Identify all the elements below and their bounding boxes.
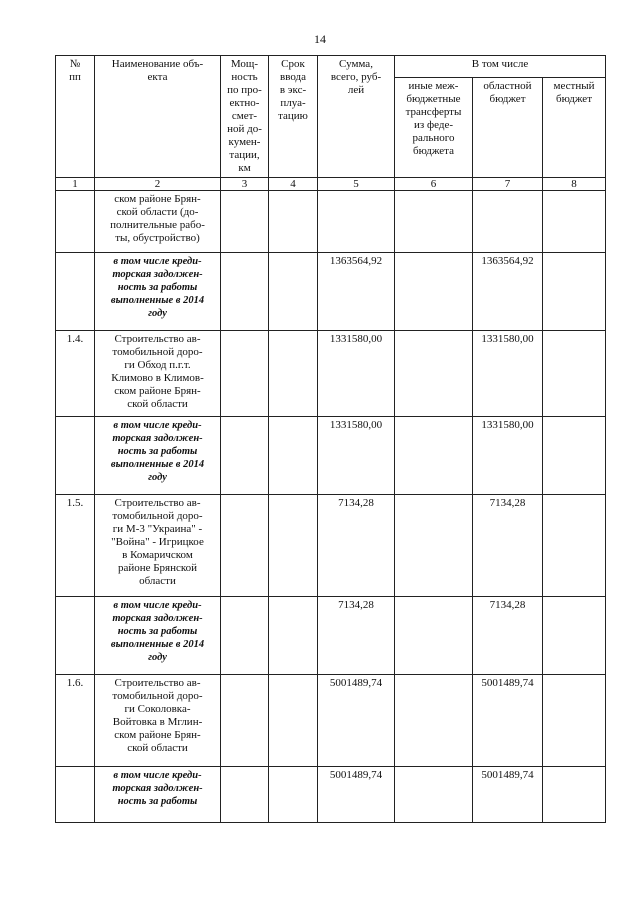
cell-object-name: в том числе креди- торская задолжен- ность за работы выполненные в 2014 году xyxy=(95,597,221,675)
header-no: № пп xyxy=(56,56,95,178)
cell-local xyxy=(543,767,606,823)
cell-federal xyxy=(395,675,473,767)
cell-sum: 1363564,92 xyxy=(318,253,395,331)
cell-sum: 7134,28 xyxy=(318,495,395,597)
table-row xyxy=(56,597,606,675)
cell-no: 1.4. xyxy=(56,331,95,417)
cell-no xyxy=(56,191,95,253)
cell-capacity xyxy=(221,495,269,597)
column-number: 6 xyxy=(395,178,473,191)
cell-term xyxy=(269,597,318,675)
cell-regional: 5001489,74 xyxy=(473,767,543,823)
cell-federal xyxy=(395,597,473,675)
column-number: 1 xyxy=(56,178,95,191)
cell-regional: 5001489,74 xyxy=(473,675,543,767)
cell-no xyxy=(56,597,95,675)
table-row xyxy=(56,675,606,767)
cell-local xyxy=(543,417,606,495)
cell-capacity xyxy=(221,597,269,675)
cell-regional: 1331580,00 xyxy=(473,417,543,495)
cell-regional: 1363564,92 xyxy=(473,253,543,331)
header-sum: Сумма, всего, руб- лей xyxy=(318,56,395,178)
header-capacity: Мощ- ность по про- ектно- смет- ной до- кумен- тации, км xyxy=(221,56,269,178)
cell-regional: 1331580,00 xyxy=(473,331,543,417)
cell-sum: 5001489,74 xyxy=(318,767,395,823)
cell-object-name: в том числе креди- торская задолжен- ность за работы xyxy=(95,767,221,823)
cell-sum: 7134,28 xyxy=(318,597,395,675)
cell-local xyxy=(543,253,606,331)
cell-term xyxy=(269,767,318,823)
table-row xyxy=(56,191,606,253)
table-body xyxy=(56,191,606,823)
cell-federal xyxy=(395,495,473,597)
cell-local xyxy=(543,191,606,253)
table-row xyxy=(56,417,606,495)
budget-table xyxy=(55,55,606,823)
column-number: 8 xyxy=(543,178,606,191)
cell-object-name: в том числе креди- торская задолжен- ность за работы выполненные в 2014 году xyxy=(95,417,221,495)
table-row xyxy=(56,495,606,597)
cell-no xyxy=(56,253,95,331)
table-row xyxy=(56,767,606,823)
header-term: Срок ввода в экс- плуа- тацию xyxy=(269,56,318,178)
cell-local xyxy=(543,675,606,767)
header-name: Наименование объ- екта xyxy=(95,56,221,178)
cell-term xyxy=(269,253,318,331)
cell-capacity xyxy=(221,253,269,331)
cell-object-name: ском районе Брян- ской области (до- полнительные рабо- ты, обустройство) xyxy=(95,191,221,253)
cell-capacity xyxy=(221,417,269,495)
cell-regional: 7134,28 xyxy=(473,495,543,597)
cell-term xyxy=(269,331,318,417)
cell-federal xyxy=(395,331,473,417)
cell-sum xyxy=(318,191,395,253)
column-number: 2 xyxy=(95,178,221,191)
cell-local xyxy=(543,597,606,675)
cell-no: 1.6. xyxy=(56,675,95,767)
cell-term xyxy=(269,191,318,253)
cell-federal xyxy=(395,767,473,823)
cell-no xyxy=(56,417,95,495)
cell-capacity xyxy=(221,331,269,417)
cell-local xyxy=(543,331,606,417)
column-number: 4 xyxy=(269,178,318,191)
cell-federal xyxy=(395,417,473,495)
cell-object-name: Строительство ав- томобильной доро- ги Соколовка- Войтовка в Мглин- ском районе Брян- ской области xyxy=(95,675,221,767)
cell-term xyxy=(269,495,318,597)
cell-term xyxy=(269,675,318,767)
cell-sum: 1331580,00 xyxy=(318,417,395,495)
header-federal: иные меж- бюджетные трансферты из феде- рального бюджета xyxy=(395,78,473,178)
cell-local xyxy=(543,495,606,597)
table-row xyxy=(56,331,606,417)
cell-federal xyxy=(395,191,473,253)
column-number: 7 xyxy=(473,178,543,191)
cell-capacity xyxy=(221,675,269,767)
table-row xyxy=(56,253,606,331)
cell-capacity xyxy=(221,191,269,253)
cell-federal xyxy=(395,253,473,331)
cell-no xyxy=(56,767,95,823)
header-local: местный бюджет xyxy=(543,78,606,178)
cell-no: 1.5. xyxy=(56,495,95,597)
cell-capacity xyxy=(221,767,269,823)
cell-object-name: Строительство ав- томобильной доро- ги Обход п.г.т. Климово в Климов- ском районе Брян- ской области xyxy=(95,331,221,417)
cell-term xyxy=(269,417,318,495)
cell-regional xyxy=(473,191,543,253)
cell-object-name: Строительство ав- томобильной доро- ги М-3 "Украина" - "Война" - Игрицкое в Комаричском районе Брянской области xyxy=(95,495,221,597)
column-number: 5 xyxy=(318,178,395,191)
page-number: 14 xyxy=(314,32,326,46)
cell-sum: 1331580,00 xyxy=(318,331,395,417)
header-including: В том числе xyxy=(395,56,606,78)
header-regional: областной бюджет xyxy=(473,78,543,178)
column-number: 3 xyxy=(221,178,269,191)
column-number-row xyxy=(56,178,606,191)
cell-regional: 7134,28 xyxy=(473,597,543,675)
cell-object-name: в том числе креди- торская задолжен- ность за работы выполненные в 2014 году xyxy=(95,253,221,331)
cell-sum: 5001489,74 xyxy=(318,675,395,767)
